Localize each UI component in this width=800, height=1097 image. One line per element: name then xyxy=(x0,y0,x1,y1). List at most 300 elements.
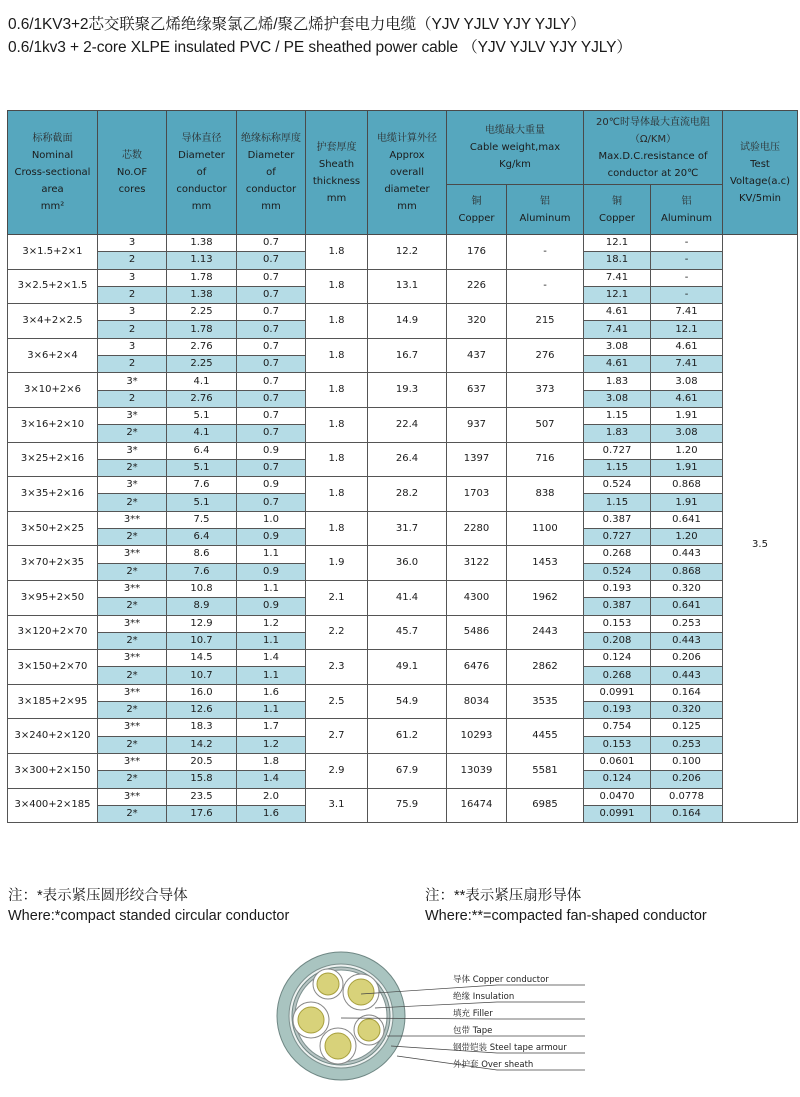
cell-insulation: 1.1 xyxy=(237,632,306,649)
cell-insulation: 1.2 xyxy=(237,736,306,753)
cell-cores: 3 xyxy=(98,235,167,252)
cell-conductor-diameter: 8.6 xyxy=(167,546,237,563)
cell-resistance-copper: 0.727 xyxy=(584,442,651,459)
cell-weight-copper: 13039 xyxy=(447,753,507,788)
cell-conductor-diameter: 5.1 xyxy=(167,459,237,476)
cell-cores: 2 xyxy=(98,321,167,338)
cell-cores: 3* xyxy=(98,373,167,390)
cell-area: 3×16+2×10 xyxy=(8,407,98,442)
cell-conductor-diameter: 6.4 xyxy=(167,442,237,459)
cell-insulation: 0.9 xyxy=(237,477,306,494)
note-double-star-en: Where:**=compacted fan-shaped conductor xyxy=(425,908,707,924)
cell-conductor-diameter: 10.8 xyxy=(167,580,237,597)
cell-resistance-aluminum: 0.100 xyxy=(651,753,723,770)
cell-weight-aluminum: 4455 xyxy=(507,719,584,754)
cell-overall-diameter: 31.7 xyxy=(368,511,447,546)
cell-weight-copper: 937 xyxy=(447,407,507,442)
cell-conductor-diameter: 2.25 xyxy=(167,356,237,373)
cell-insulation: 1.1 xyxy=(237,667,306,684)
cell-cores: 3** xyxy=(98,719,167,736)
cell-overall-diameter: 12.2 xyxy=(368,235,447,270)
cell-resistance-copper: 1.83 xyxy=(584,373,651,390)
header-insulation: 绝缘标称厚度 Diameter of conductor mm xyxy=(237,111,306,235)
label-filler: 填充 Filler xyxy=(453,1009,493,1019)
cell-resistance-aluminum: - xyxy=(651,269,723,286)
cell-weight-copper: 1703 xyxy=(447,477,507,512)
cell-resistance-copper: 0.208 xyxy=(584,632,651,649)
table-row xyxy=(8,650,798,667)
cell-resistance-copper: 0.0991 xyxy=(584,805,651,822)
cell-sheath: 1.8 xyxy=(306,338,368,373)
cell-weight-copper: 8034 xyxy=(447,684,507,719)
cell-cores: 2* xyxy=(98,771,167,788)
cell-sheath: 2.7 xyxy=(306,719,368,754)
cell-cores: 2* xyxy=(98,805,167,822)
cell-insulation: 1.1 xyxy=(237,702,306,719)
cell-cores: 3** xyxy=(98,615,167,632)
header-test-voltage: 试验电压 Test Voltage(a.c) KV/5min xyxy=(723,111,798,235)
cell-conductor-diameter: 1.13 xyxy=(167,252,237,269)
header-resistance: 20℃时导体最大直流电阻（Ω/KM） Max.D.C.resistance of conductor at 20℃ xyxy=(584,111,723,185)
title-english: 0.6/1kv3 + 2-core XLPE insulated PVC / PE sheathed power cable （YJV YJLV YJY YJLY） xyxy=(8,39,632,56)
cell-weight-aluminum: 2862 xyxy=(507,650,584,685)
cell-cores: 3** xyxy=(98,650,167,667)
table-row xyxy=(8,407,798,424)
cell-overall-diameter: 16.7 xyxy=(368,338,447,373)
cell-insulation: 0.7 xyxy=(237,286,306,303)
cell-sheath: 2.1 xyxy=(306,580,368,615)
cell-sheath: 1.8 xyxy=(306,269,368,304)
cell-resistance-aluminum: 0.253 xyxy=(651,615,723,632)
note-double-star-cn: 注：**表示紧压扇形导体 xyxy=(425,888,582,904)
cell-insulation: 0.9 xyxy=(237,529,306,546)
cell-resistance-copper: 0.193 xyxy=(584,580,651,597)
title-chinese: 0.6/1KV3+2芯交联聚乙烯绝缘聚氯乙烯/聚乙烯护套电力电缆（YJV YJLV YJY YJLY） xyxy=(8,16,586,33)
header-sheath: 护套厚度 Sheath thickness mm xyxy=(306,111,368,235)
cell-weight-copper: 320 xyxy=(447,304,507,339)
cell-conductor-diameter: 10.7 xyxy=(167,632,237,649)
cell-overall-diameter: 28.2 xyxy=(368,477,447,512)
cell-insulation: 0.9 xyxy=(237,598,306,615)
cell-cores: 2 xyxy=(98,286,167,303)
table-row xyxy=(8,753,798,770)
cell-cores: 3* xyxy=(98,442,167,459)
cell-conductor-diameter: 2.76 xyxy=(167,390,237,407)
cell-cores: 3 xyxy=(98,338,167,355)
cell-cores: 2* xyxy=(98,459,167,476)
cell-resistance-copper: 4.61 xyxy=(584,304,651,321)
header-weight: 电缆最大重量 Cable weight,max Kg/km xyxy=(447,111,584,185)
cell-resistance-copper: 0.124 xyxy=(584,771,651,788)
cell-cores: 3** xyxy=(98,684,167,701)
cell-conductor-diameter: 1.38 xyxy=(167,286,237,303)
cell-resistance-copper: 7.41 xyxy=(584,269,651,286)
cell-area: 3×4+2×2.5 xyxy=(8,304,98,339)
cell-insulation: 1.2 xyxy=(237,615,306,632)
cell-conductor-diameter: 15.8 xyxy=(167,771,237,788)
cell-resistance-aluminum: 0.0778 xyxy=(651,788,723,805)
cell-resistance-aluminum: 4.61 xyxy=(651,390,723,407)
cell-resistance-copper: 0.387 xyxy=(584,598,651,615)
cell-weight-aluminum: 3535 xyxy=(507,684,584,719)
cell-cores: 2* xyxy=(98,494,167,511)
cell-insulation: 1.1 xyxy=(237,580,306,597)
cell-conductor-diameter: 4.1 xyxy=(167,425,237,442)
cell-cores: 2* xyxy=(98,598,167,615)
cell-resistance-aluminum: 0.320 xyxy=(651,702,723,719)
cell-area: 3×120+2×70 xyxy=(8,615,98,650)
cable-cross-section-diagram xyxy=(275,950,595,1085)
cell-resistance-aluminum: 7.41 xyxy=(651,356,723,373)
cell-conductor-diameter: 18.3 xyxy=(167,719,237,736)
core-1 xyxy=(313,969,343,999)
header-resistance-copper: 铜 Copper xyxy=(584,185,651,235)
cell-resistance-aluminum: 1.91 xyxy=(651,459,723,476)
table-row xyxy=(8,373,798,390)
header-resistance-aluminum: 铝 Aluminum xyxy=(651,185,723,235)
cell-weight-copper: 2280 xyxy=(447,511,507,546)
cell-resistance-aluminum: 7.41 xyxy=(651,304,723,321)
cell-area: 3×95+2×50 xyxy=(8,580,98,615)
table-row xyxy=(8,684,798,701)
cell-overall-diameter: 45.7 xyxy=(368,615,447,650)
cell-resistance-aluminum: 0.443 xyxy=(651,546,723,563)
test-voltage-value: 3.5 xyxy=(752,539,768,550)
cell-resistance-aluminum: 1.91 xyxy=(651,494,723,511)
cell-conductor-diameter: 1.38 xyxy=(167,235,237,252)
cell-weight-aluminum: 215 xyxy=(507,304,584,339)
core-3 xyxy=(293,1002,329,1038)
cell-resistance-copper: 0.0991 xyxy=(584,684,651,701)
table-row xyxy=(8,304,798,321)
header-cores: 芯数 No.OF cores xyxy=(98,111,167,235)
table-row xyxy=(8,788,798,805)
cell-sheath: 1.9 xyxy=(306,546,368,581)
cell-resistance-copper: 0.193 xyxy=(584,702,651,719)
cell-insulation: 0.9 xyxy=(237,563,306,580)
cell-insulation: 1.4 xyxy=(237,650,306,667)
cell-weight-copper: 10293 xyxy=(447,719,507,754)
cell-weight-copper: 3122 xyxy=(447,546,507,581)
cell-resistance-copper: 0.268 xyxy=(584,546,651,563)
table-row xyxy=(8,235,798,252)
cell-cores: 2 xyxy=(98,252,167,269)
cell-cores: 3 xyxy=(98,269,167,286)
cell-conductor-diameter: 7.5 xyxy=(167,511,237,528)
cell-resistance-aluminum: 0.868 xyxy=(651,477,723,494)
cell-cores: 2* xyxy=(98,667,167,684)
cell-weight-aluminum: 5581 xyxy=(507,753,584,788)
cell-conductor-diameter: 16.0 xyxy=(167,684,237,701)
cell-resistance-copper: 0.524 xyxy=(584,477,651,494)
cell-insulation: 0.7 xyxy=(237,390,306,407)
cell-resistance-aluminum: 3.08 xyxy=(651,373,723,390)
cell-insulation: 0.7 xyxy=(237,321,306,338)
cell-sheath: 1.8 xyxy=(306,477,368,512)
cell-cores: 2* xyxy=(98,529,167,546)
table-row xyxy=(8,615,798,632)
cell-insulation: 0.7 xyxy=(237,269,306,286)
cell-resistance-copper: 0.387 xyxy=(584,511,651,528)
cell-insulation: 0.7 xyxy=(237,356,306,373)
cell-overall-diameter: 41.4 xyxy=(368,580,447,615)
cell-resistance-aluminum: 12.1 xyxy=(651,321,723,338)
cell-area: 3×185+2×95 xyxy=(8,684,98,719)
cell-sheath: 2.9 xyxy=(306,753,368,788)
table-row xyxy=(8,442,798,459)
cell-resistance-aluminum: 3.08 xyxy=(651,425,723,442)
cell-resistance-copper: 7.41 xyxy=(584,321,651,338)
cell-resistance-copper: 0.727 xyxy=(584,529,651,546)
cell-conductor-diameter: 2.25 xyxy=(167,304,237,321)
cell-weight-aluminum: 507 xyxy=(507,407,584,442)
cell-area: 3×300+2×150 xyxy=(8,753,98,788)
label-over-sheath: 外护套 Over sheath xyxy=(453,1060,534,1070)
cell-resistance-aluminum: 4.61 xyxy=(651,338,723,355)
cell-resistance-aluminum: 0.443 xyxy=(651,632,723,649)
label-copper-conductor: 导体 Copper conductor xyxy=(453,975,549,985)
cell-resistance-copper: 0.524 xyxy=(584,563,651,580)
cell-sheath: 1.8 xyxy=(306,442,368,477)
cell-area: 3×1.5+2×1 xyxy=(8,235,98,270)
cell-weight-aluminum: 276 xyxy=(507,338,584,373)
cell-insulation: 0.7 xyxy=(237,373,306,390)
cell-resistance-copper: 12.1 xyxy=(584,286,651,303)
cell-weight-copper: 1397 xyxy=(447,442,507,477)
header-area: 标称截面 Nominal Cross-sectional area mm² xyxy=(8,111,98,235)
cell-insulation: 0.7 xyxy=(237,338,306,355)
cell-insulation: 0.7 xyxy=(237,425,306,442)
cell-resistance-aluminum: - xyxy=(651,235,723,252)
cell-cores: 2 xyxy=(98,390,167,407)
cell-cores: 3** xyxy=(98,580,167,597)
cell-sheath: 1.8 xyxy=(306,235,368,270)
cell-insulation: 1.0 xyxy=(237,511,306,528)
cell-resistance-copper: 18.1 xyxy=(584,252,651,269)
cell-insulation: 1.8 xyxy=(237,753,306,770)
cell-weight-copper: 226 xyxy=(447,269,507,304)
cell-resistance-aluminum: 0.206 xyxy=(651,650,723,667)
cell-weight-copper: 6476 xyxy=(447,650,507,685)
cell-area: 3×70+2×35 xyxy=(8,546,98,581)
cell-conductor-diameter: 14.2 xyxy=(167,736,237,753)
cell-overall-diameter: 54.9 xyxy=(368,684,447,719)
cell-overall-diameter: 36.0 xyxy=(368,546,447,581)
cell-resistance-copper: 0.124 xyxy=(584,650,651,667)
table-row xyxy=(8,338,798,355)
cell-sheath: 2.2 xyxy=(306,615,368,650)
cell-cores: 3** xyxy=(98,546,167,563)
cell-insulation: 0.7 xyxy=(237,252,306,269)
cell-sheath: 3.1 xyxy=(306,788,368,823)
cell-cores: 2 xyxy=(98,356,167,373)
cell-overall-diameter: 61.2 xyxy=(368,719,447,754)
cell-resistance-aluminum: 0.641 xyxy=(651,511,723,528)
cell-weight-aluminum: 1100 xyxy=(507,511,584,546)
cell-cores: 3* xyxy=(98,407,167,424)
cell-insulation: 0.7 xyxy=(237,304,306,321)
table-body xyxy=(8,235,798,823)
cell-resistance-copper: 1.83 xyxy=(584,425,651,442)
cell-cores: 2* xyxy=(98,563,167,580)
cell-resistance-copper: 0.754 xyxy=(584,719,651,736)
cell-resistance-aluminum: - xyxy=(651,252,723,269)
cell-resistance-aluminum: 0.443 xyxy=(651,667,723,684)
cell-conductor-diameter: 6.4 xyxy=(167,529,237,546)
cell-sheath: 2.3 xyxy=(306,650,368,685)
cell-cores: 2* xyxy=(98,702,167,719)
cell-resistance-copper: 3.08 xyxy=(584,338,651,355)
cell-overall-diameter: 22.4 xyxy=(368,407,447,442)
cell-resistance-copper: 0.268 xyxy=(584,667,651,684)
cell-overall-diameter: 67.9 xyxy=(368,753,447,788)
cell-overall-diameter: 14.9 xyxy=(368,304,447,339)
cell-resistance-aluminum: 1.20 xyxy=(651,442,723,459)
cell-insulation: 0.7 xyxy=(237,407,306,424)
cell-overall-diameter: 13.1 xyxy=(368,269,447,304)
cable-cross-section xyxy=(277,952,405,1080)
cell-insulation: 0.7 xyxy=(237,235,306,252)
cell-insulation: 1.7 xyxy=(237,719,306,736)
cell-conductor-diameter: 5.1 xyxy=(167,494,237,511)
cell-resistance-copper: 0.153 xyxy=(584,615,651,632)
cell-overall-diameter: 19.3 xyxy=(368,373,447,408)
cell-resistance-copper: 0.153 xyxy=(584,736,651,753)
cell-insulation: 1.1 xyxy=(237,546,306,563)
cell-sheath: 2.5 xyxy=(306,684,368,719)
header-conductor-diameter: 导体直径 Diameter of conductor mm xyxy=(167,111,237,235)
cell-weight-aluminum: 2443 xyxy=(507,615,584,650)
cell-area: 3×2.5+2×1.5 xyxy=(8,269,98,304)
table-row xyxy=(8,719,798,736)
note-single-star-cn: 注：*表示紧压圆形绞合导体 xyxy=(8,888,188,904)
cell-weight-aluminum: 716 xyxy=(507,442,584,477)
cell-cores: 2* xyxy=(98,425,167,442)
cell-weight-aluminum: 6985 xyxy=(507,788,584,823)
cell-area: 3×25+2×16 xyxy=(8,442,98,477)
cell-cores: 3** xyxy=(98,788,167,805)
cell-conductor-diameter: 7.6 xyxy=(167,563,237,580)
cell-resistance-copper: 1.15 xyxy=(584,407,651,424)
cell-insulation: 0.7 xyxy=(237,459,306,476)
cell-weight-copper: 637 xyxy=(447,373,507,408)
cell-resistance-aluminum: 0.164 xyxy=(651,684,723,701)
header-overall-diameter: 电缆计算外径 Approx overall diameter mm xyxy=(368,111,447,235)
cell-resistance-copper: 12.1 xyxy=(584,235,651,252)
header-weight-copper: 铜 Copper xyxy=(447,185,507,235)
table-row xyxy=(8,477,798,494)
cell-conductor-diameter: 4.1 xyxy=(167,373,237,390)
cell-overall-diameter: 75.9 xyxy=(368,788,447,823)
cell-cores: 3* xyxy=(98,477,167,494)
cell-resistance-aluminum: - xyxy=(651,286,723,303)
note-single-star-en: Where:*compact standed circular conductor xyxy=(8,908,290,924)
cell-conductor-diameter: 8.9 xyxy=(167,598,237,615)
cell-sheath: 1.8 xyxy=(306,407,368,442)
cell-weight-aluminum: 1962 xyxy=(507,580,584,615)
cell-conductor-diameter: 17.6 xyxy=(167,805,237,822)
cell-resistance-aluminum: 0.253 xyxy=(651,736,723,753)
cell-insulation: 0.9 xyxy=(237,442,306,459)
cell-sheath: 1.8 xyxy=(306,304,368,339)
cell-area: 3×35+2×16 xyxy=(8,477,98,512)
cell-conductor-diameter: 23.5 xyxy=(167,788,237,805)
cell-weight-copper: 16474 xyxy=(447,788,507,823)
cell-sheath: 1.8 xyxy=(306,373,368,408)
cell-weight-aluminum: 373 xyxy=(507,373,584,408)
header-weight-aluminum: 铝 Aluminum xyxy=(507,185,584,235)
cell-area: 3×400+2×185 xyxy=(8,788,98,823)
cell-cores: 3** xyxy=(98,511,167,528)
cell-insulation: 1.6 xyxy=(237,684,306,701)
cell-area: 3×150+2×70 xyxy=(8,650,98,685)
cell-conductor-diameter: 1.78 xyxy=(167,269,237,286)
cell-insulation: 2.0 xyxy=(237,788,306,805)
cable-spec-table xyxy=(7,110,798,823)
cell-area: 3×50+2×25 xyxy=(8,511,98,546)
cell-resistance-aluminum: 0.164 xyxy=(651,805,723,822)
cell-insulation: 1.6 xyxy=(237,805,306,822)
cell-conductor-diameter: 2.76 xyxy=(167,338,237,355)
cell-cores: 2* xyxy=(98,736,167,753)
cell-resistance-aluminum: 1.91 xyxy=(651,407,723,424)
cell-overall-diameter: 49.1 xyxy=(368,650,447,685)
cell-weight-copper: 5486 xyxy=(447,615,507,650)
cell-weight-copper: 4300 xyxy=(447,580,507,615)
cell-weight-copper: 176 xyxy=(447,235,507,270)
cell-conductor-diameter: 10.7 xyxy=(167,667,237,684)
core-4 xyxy=(354,1015,384,1045)
cell-resistance-aluminum: 0.206 xyxy=(651,771,723,788)
cell-sheath: 1.8 xyxy=(306,511,368,546)
cell-area: 3×240+2×120 xyxy=(8,719,98,754)
cell-weight-copper: 437 xyxy=(447,338,507,373)
cell-cores: 3** xyxy=(98,753,167,770)
label-tape: 包带 Tape xyxy=(453,1026,493,1036)
cell-resistance-copper: 0.0470 xyxy=(584,788,651,805)
cell-area: 3×6+2×4 xyxy=(8,338,98,373)
cell-resistance-aluminum: 1.20 xyxy=(651,529,723,546)
cell-resistance-aluminum: 0.320 xyxy=(651,580,723,597)
table-row xyxy=(8,511,798,528)
cell-overall-diameter: 26.4 xyxy=(368,442,447,477)
cell-resistance-copper: 1.15 xyxy=(584,494,651,511)
cell-weight-aluminum: - xyxy=(507,269,584,304)
core-2 xyxy=(343,974,379,1010)
cell-cores: 2* xyxy=(98,632,167,649)
cell-resistance-aluminum: 0.868 xyxy=(651,563,723,580)
cell-insulation: 0.7 xyxy=(237,494,306,511)
cell-test-voltage xyxy=(723,235,798,823)
cell-weight-aluminum: - xyxy=(507,235,584,270)
table-row xyxy=(8,269,798,286)
cell-conductor-diameter: 7.6 xyxy=(167,477,237,494)
cell-weight-aluminum: 838 xyxy=(507,477,584,512)
table-row xyxy=(8,546,798,563)
cell-conductor-diameter: 20.5 xyxy=(167,753,237,770)
cell-cores: 3 xyxy=(98,304,167,321)
cell-weight-aluminum: 1453 xyxy=(507,546,584,581)
table-row xyxy=(8,580,798,597)
cell-conductor-diameter: 12.6 xyxy=(167,702,237,719)
cell-conductor-diameter: 5.1 xyxy=(167,407,237,424)
cell-conductor-diameter: 14.5 xyxy=(167,650,237,667)
cell-resistance-aluminum: 0.125 xyxy=(651,719,723,736)
cell-conductor-diameter: 12.9 xyxy=(167,615,237,632)
cell-resistance-copper: 0.0601 xyxy=(584,753,651,770)
cell-resistance-copper: 3.08 xyxy=(584,390,651,407)
cell-insulation: 1.4 xyxy=(237,771,306,788)
